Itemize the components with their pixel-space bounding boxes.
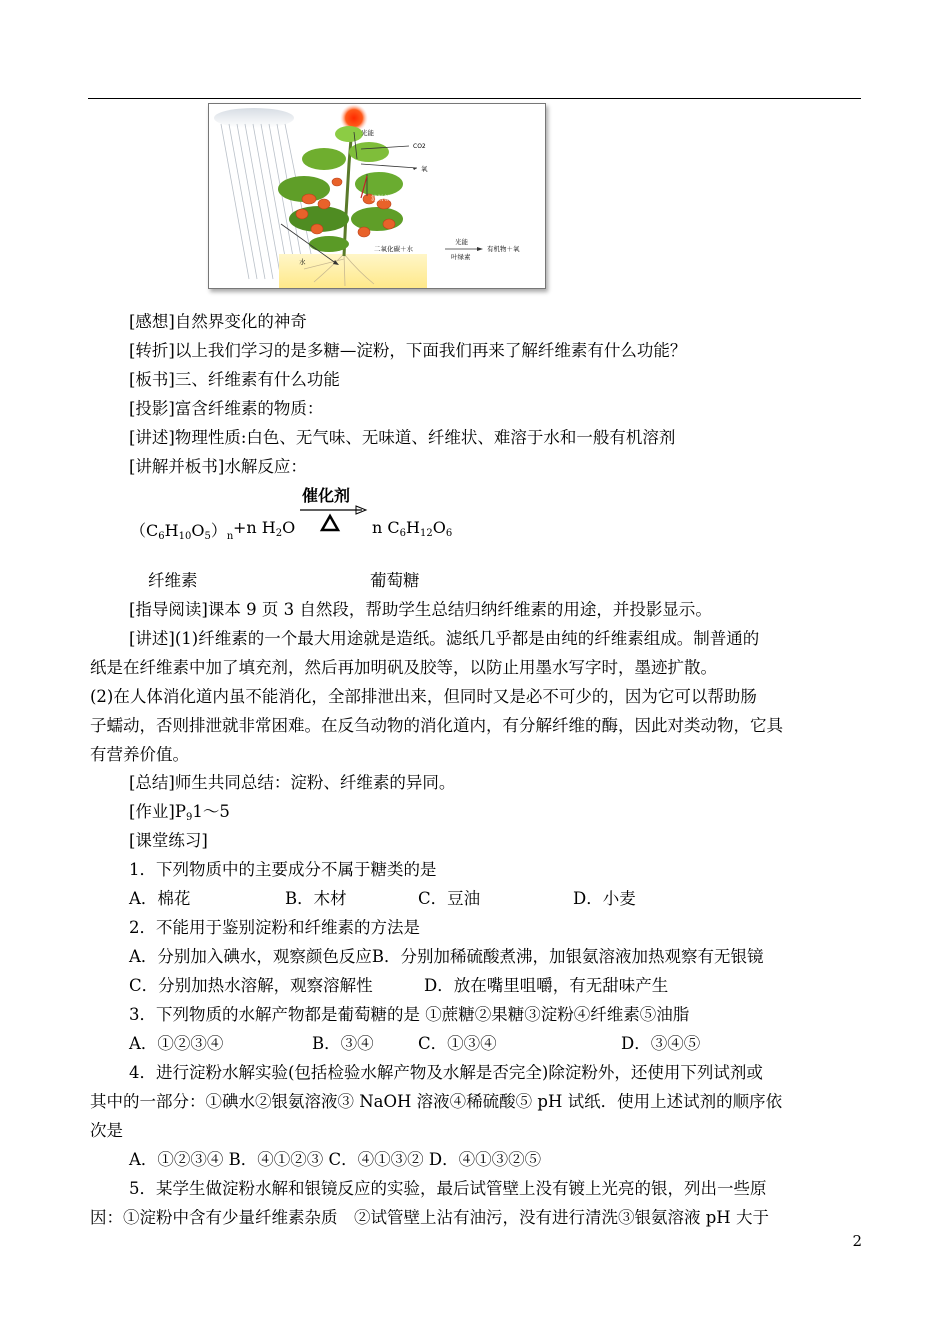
q1-option-b: B．木材 [285, 889, 347, 908]
photosynthesis-figure [208, 103, 546, 289]
text-line: 因：①淀粉中含有少量纤维素杂质 ②试管壁上沾有油污，没有进行清洗③银氨溶液 pH 大于 [90, 1208, 769, 1227]
label-sugar: 淀粉糖等 [371, 194, 397, 202]
label-equation-left: 二氧化碳＋水 [374, 245, 413, 253]
question-4: 4．进行淀粉水解实验(包括检验水解产物及水解是否完全)除淀粉外，还使用下列试剂或 [129, 1063, 763, 1082]
text-line: [投影]富含纤维素的物质： [129, 399, 324, 418]
label-equation-light: 光能 [455, 238, 468, 246]
text-line: (2)在人体消化道内虽不能消化，全部排泄出来，但同时又是必不可少的，因为它可以帮助肠 [90, 687, 757, 706]
catalyst-label: 催化剂 [302, 486, 351, 505]
text-line: 有营养价值。 [90, 745, 189, 764]
text-line: [课堂练习] [129, 831, 208, 850]
q1-option-d: D．小麦 [573, 889, 636, 908]
question-3: 3．下列物质的水解产物都是葡萄糖的是 ①蔗糖②果糖③淀粉④纤维素⑤油脂 [129, 1005, 690, 1024]
name-glucose: 葡萄糖 [370, 571, 420, 590]
q3-option-c: C．①③④ [418, 1034, 497, 1053]
q3-option-b: B．③④ [312, 1034, 374, 1053]
text-line: [转折]以上我们学习的是多糖—淀粉，下面我们再来了解纤维素有什么功能？ [129, 341, 687, 360]
header-rule [88, 98, 861, 99]
q3-option-d: D．③④⑤ [621, 1034, 701, 1053]
question-1: 1．下列物质中的主要成分不属于糖类的是 [129, 860, 437, 879]
text-line: [感想]自然界变化的神奇 [129, 312, 307, 331]
heat-triangle-icon [322, 516, 338, 530]
question-2: 2．不能用于鉴别淀粉和纤维素的方法是 [129, 918, 420, 937]
text-line: [讲解并板书]水解反应： [129, 457, 307, 476]
homework-line: [作业]$P_91\sim 5$ [129, 802, 230, 823]
q2-option-d: D．放在嘴里咀嚼，有无甜味产生 [424, 976, 669, 995]
label-equation-chlorophyll: 叶绿素 [451, 253, 471, 261]
text-line: [板书]三、纤维素有什么功能 [129, 370, 340, 389]
q1-option-c: C．豆油 [418, 889, 481, 908]
question-5: 5．某学生做淀粉水解和银镜反应的实验，最后试管壁上没有镀上光亮的银，列出一些原 [129, 1179, 767, 1198]
q1-option-a: A．棉花 [129, 889, 191, 908]
q2-options-ab: A．分别加入碘水，观察颜色反应B．分别加稀硫酸煮沸，加银氨溶液加热观察有无银镜 [129, 947, 764, 966]
text-line: 纸是在纤维素中加了填充剂，然后再加明矾及胶等，以防止用墨水写字时，墨迹扩散。 [90, 658, 717, 677]
text-line: 子蠕动，否则排泄就非常困难。在反刍动物的消化道内，有分解纤维的酶，因此对类动物，它具 [90, 716, 783, 735]
equation-right: n $C_6H_{12}O_6$ [372, 518, 453, 539]
equation-water: +n $H_2O$ [233, 518, 296, 539]
text-line: [总结]师生共同总结：淀粉、纤维素的异同。 [129, 773, 456, 792]
label-oxygen: 氧 [421, 165, 428, 173]
text-line: [讲述]物理性质:白色、无气味、无味道、纤维状、难溶于水和一般有机溶剂 [129, 428, 676, 447]
text-line: 次是 [90, 1121, 123, 1140]
q3-option-a: A．①②③④ [129, 1034, 224, 1053]
text-line: [讲述](1)纤维素的一个最大用途就是造纸。滤纸几乎都是由纯的纤维素组成。制普通的 [129, 629, 760, 648]
label-equation-right: 有机物＋氧 [487, 245, 520, 253]
label-water: 水 [299, 258, 306, 266]
q2-option-c: C．分别加热水溶解，观察溶解性 [129, 976, 373, 995]
label-light: 光能 [361, 129, 374, 137]
text-line: 其中的一部分：①碘水②银氨溶液③ NaOH 溶液④稀硫酸⑤ pH 试纸．使用上述试剂的顺序依 [90, 1092, 783, 1111]
name-cellulose: 纤维素 [148, 571, 198, 590]
reaction-arrow [298, 502, 370, 536]
page-number: 2 [852, 1232, 862, 1250]
label-co2: CO2 [413, 143, 426, 150]
photosynthesis-illustration [209, 104, 545, 288]
q4-options: A．①②③④ B．④①②③ C．④①③② D．④①③②⑤ [129, 1150, 542, 1169]
equation-left: $(C_6H_{10}O_5)_n$ [130, 521, 234, 542]
cloud-shape [214, 108, 294, 128]
text-line: [指导阅读]课本 9 页 3 自然段，帮助学生总结归纳纤维素的用途，并投影显示。 [129, 600, 712, 619]
